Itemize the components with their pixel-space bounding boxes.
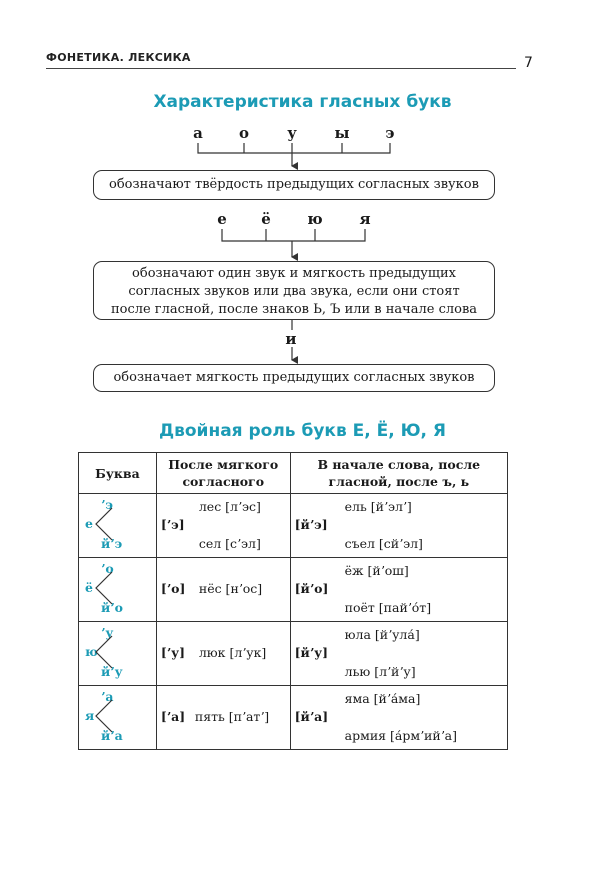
col-header-word-start: [290, 453, 507, 494]
after-soft-cell: [156, 494, 290, 558]
table-row: [79, 686, 508, 750]
letter-main: ё: [85, 580, 93, 595]
branch-icon: [95, 571, 113, 605]
example-after-soft-1: нёс [нʼос]: [198, 581, 263, 596]
example-word-start-1: юла [йʼула́]: [344, 627, 420, 642]
letter-cell: [79, 558, 157, 622]
after-soft-cell: [156, 686, 290, 750]
col-header-word-start-line1: В начале слова, после: [317, 457, 481, 472]
letter-main: ю: [85, 644, 98, 659]
sound-word-start: [йʼо]: [294, 581, 329, 596]
word-start-cell: [290, 558, 507, 622]
col-header-after-soft-line1: После мягкого: [168, 457, 279, 472]
word-start-cell: [290, 686, 507, 750]
letter-main: е: [85, 516, 93, 531]
vowel-diagram-lines: [0, 0, 605, 420]
table-row: [79, 494, 508, 558]
letter-down-sound: йʼэ: [101, 536, 123, 551]
example-after-soft-1: лес [лʼэс]: [198, 499, 261, 514]
vowel-a: а: [193, 124, 203, 142]
letter-up-sound: ʼо: [101, 561, 114, 576]
table-row: [79, 558, 508, 622]
example-word-start-2: армия [а́рмʼийʼа]: [344, 728, 458, 743]
table-header-row: [79, 453, 508, 494]
page-number: 7: [524, 55, 533, 71]
sound-word-start: [йʼэ]: [294, 517, 328, 532]
box2-line1: обозначают один звук и мягкость предыдущих: [132, 266, 456, 281]
example-after-soft-1: пять [пʼатʼ]: [194, 709, 270, 724]
hardness-box: обозначают твёрдость предыдущих согласных звуков: [93, 170, 495, 200]
branch-icon: [95, 635, 113, 669]
sound-word-start: [йʼа]: [294, 709, 329, 724]
vowel-ya: я: [359, 210, 371, 228]
sound-after-soft: [ʼэ]: [160, 517, 185, 532]
example-after-soft-2: сел [сʼэл]: [198, 536, 261, 551]
letter-cell: [79, 494, 157, 558]
word-start-cell: [290, 622, 507, 686]
example-word-start-1: ёж [йʼош]: [344, 563, 409, 578]
col-header-after-soft: [156, 453, 290, 494]
vowel-y: ы: [334, 124, 350, 142]
after-soft-cell: [156, 558, 290, 622]
vowel-o: о: [238, 124, 249, 142]
example-word-start-1: ель [йʼэлʼ]: [344, 499, 412, 514]
letter-down-sound: йʼу: [101, 664, 123, 679]
sound-after-soft: [ʼо]: [160, 581, 186, 596]
vowel-e: э: [385, 124, 395, 142]
example-word-start-1: яма [йʼа́ма]: [344, 691, 421, 706]
sound-after-soft: [ʼа]: [160, 709, 186, 724]
sound-after-soft: [ʼу]: [160, 645, 186, 660]
word-start-cell: [290, 494, 507, 558]
sound-word-start: [йʼу]: [294, 645, 329, 660]
col-header-letter: Буква: [79, 453, 157, 494]
letter-up-sound: ʼа: [101, 689, 114, 704]
after-soft-cell: [156, 622, 290, 686]
letter-cell: [79, 686, 157, 750]
conjunction-and: и: [285, 330, 297, 348]
col-header-word-start-line2: гласной, после ъ, ь: [328, 474, 470, 489]
letters-role-table: [78, 452, 508, 750]
letter-down-sound: йʼо: [101, 600, 123, 615]
example-word-start-2: съел [сйʼэл]: [344, 536, 423, 551]
letter-cell: [79, 622, 157, 686]
example-word-start-2: лью [лʼйʼу]: [344, 664, 416, 679]
branch-icon: [95, 699, 113, 733]
letter-down-sound: йʼа: [101, 728, 123, 743]
running-head: ФОНЕТИКА. ЛЕКСИКА: [46, 51, 191, 64]
letter-main: я: [85, 708, 95, 723]
vowel-u: у: [287, 124, 297, 142]
letter-up-sound: ʼу: [101, 625, 114, 640]
example-after-soft-1: люк [лʼук]: [198, 645, 267, 660]
vowel-yu: ю: [307, 210, 323, 228]
box2-line2: согласных звуков или два звука, если они стоят: [128, 284, 460, 299]
branch-icon: [95, 507, 113, 541]
table-row: [79, 622, 508, 686]
vowel-ye: е: [217, 210, 227, 228]
col-header-after-soft-line2: согласного: [182, 474, 265, 489]
softness-box: обозначает мягкость предыдущих согласных звуков: [93, 364, 495, 392]
vowel-yo: ё: [261, 210, 271, 228]
section2-title: Двойная роль букв Е, Ё, Ю, Я: [158, 421, 447, 441]
section1-title: Характеристика гласных букв: [153, 92, 452, 112]
letter-up-sound: ʼэ: [101, 497, 113, 512]
box2-line3: после гласной, после знаков Ь, Ъ или в начале слова: [110, 302, 478, 317]
example-word-start-2: поёт [пайʼо́т]: [344, 600, 432, 615]
